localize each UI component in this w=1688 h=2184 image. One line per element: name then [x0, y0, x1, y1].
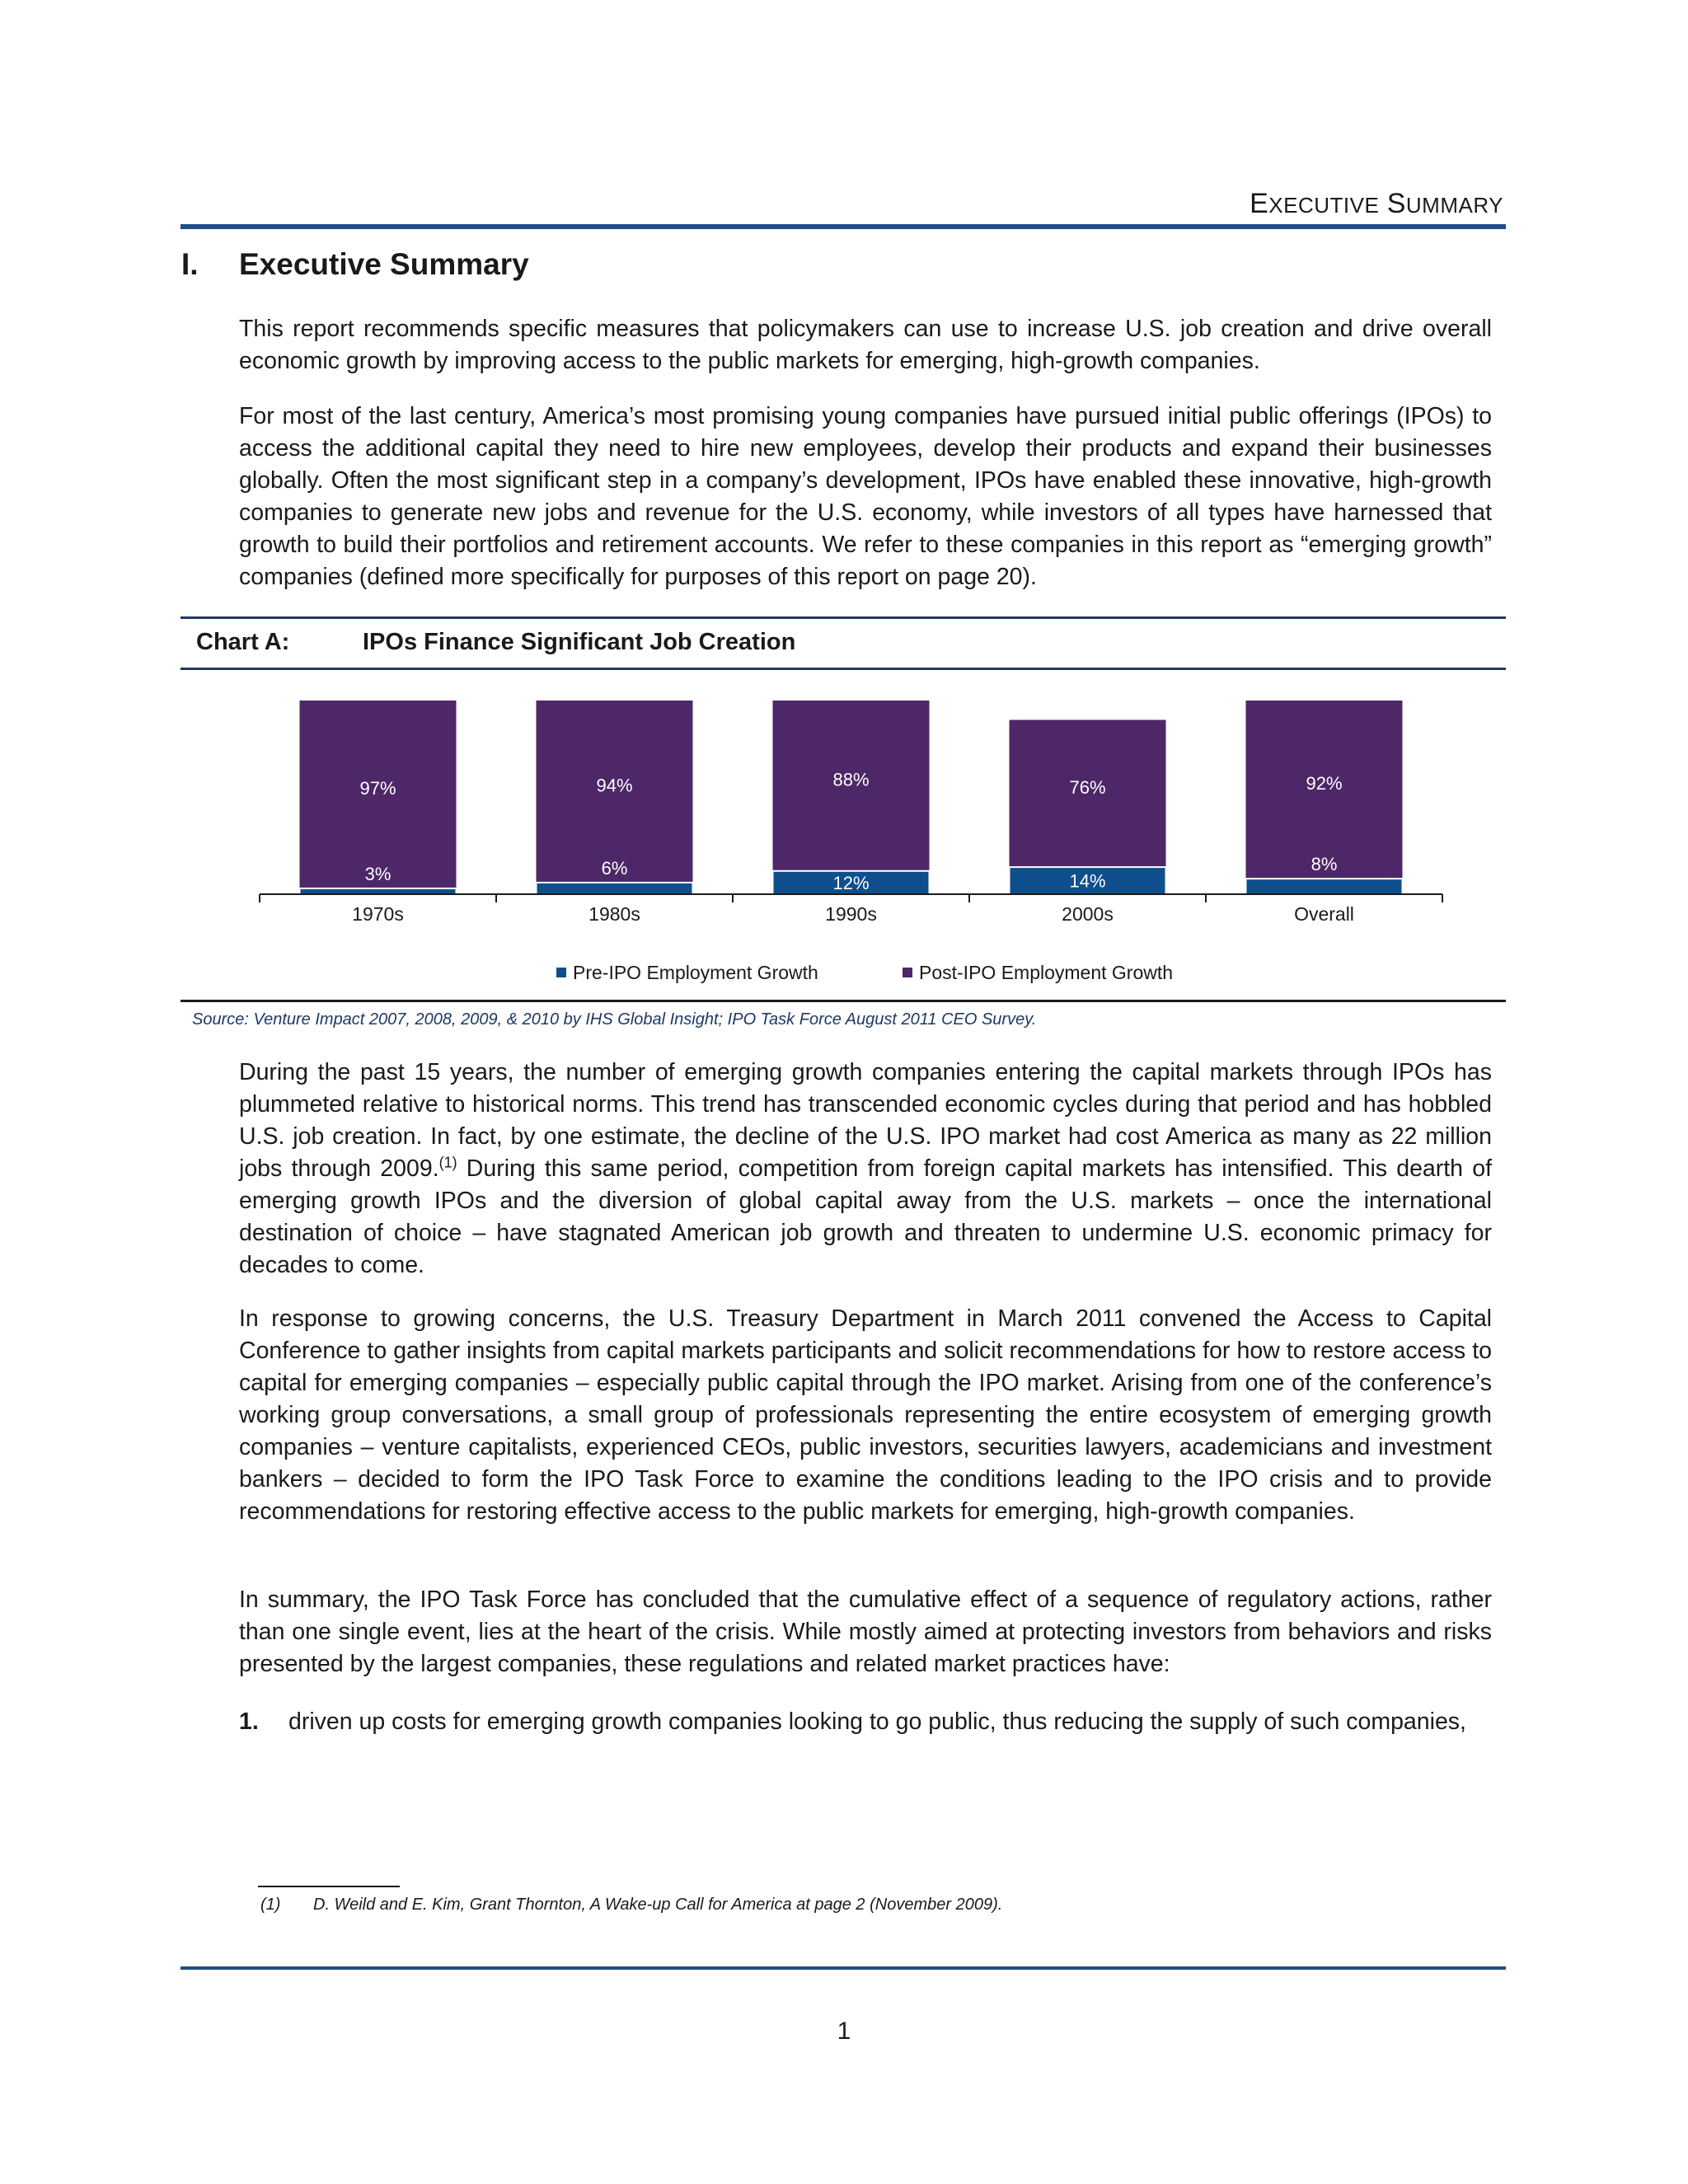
paragraph-1: This report recommends specific measures that policymakers can use to increase U.S. job creation and drive overall economic growth by improving access to the public markets for emerging, high-growth companies.	[239, 316, 1492, 374]
legend-swatch-pre-ipo	[556, 968, 566, 977]
label-pre-ipo-1970s: 3%	[364, 863, 392, 884]
running-header	[1250, 188, 1503, 220]
chart-label: Chart A:	[196, 629, 290, 655]
footer-rule	[181, 1966, 1506, 1970]
category-label-1990s: 1990s	[825, 903, 877, 925]
label-pre-ipo-1980s: 6%	[601, 857, 628, 879]
chart-rule-bottom	[181, 1000, 1506, 1002]
chart-source-note: Source: Venture Impact 2007, 2008, 2009, & 2010 by IHS Global Insight; IPO Task Force August 2011 CEO Survey.	[192, 1010, 1037, 1029]
list-item-number: 1.	[239, 1708, 259, 1735]
label-post-ipo-1980s: 94%	[596, 775, 633, 796]
legend-label-pre-ipo: Pre-IPO Employment Growth	[573, 962, 818, 983]
header-rest-2: UMMARY	[1405, 193, 1503, 218]
bar-pre-ipo-overall	[1246, 879, 1403, 894]
paragraph-3	[239, 1057, 1492, 1282]
paragraph-2: For most of the last century, America’s most promising young companies have pursued initial public offerings (IPOs) to access the additional capital they need to hire new employees, develop their products and expand their businesses globally. Often the most significant step in a company’s development, IPOs have enabled these innovative, high-growth companies to generate new jobs and revenue for the U.S. economy, while investors of all types have harnessed that growth to build their portfolios and retirement accounts. We refer to these companies in this report as “emerging growth” companies (defined more specifically for purposes of this report on page 20).	[239, 403, 1492, 590]
label-pre-ipo-1990s: 12%	[832, 872, 870, 893]
footnote-text: D. Weild and E. Kim, Grant Thornton, A Wake-up Call for America at page 2 (November 2009).	[313, 1896, 1003, 1914]
paragraph-4: In response to growing concerns, the U.S. Treasury Department in March 2011 convened the Access to Capital Conference to gather insights from capital markets participants and solicit recommendations for how to restore access to capital for emerging companies – especially public capital through the IPO market. Arising from one of the conference’s working group conversations, a small group of professionals representing the entire ecosystem of emerging growth companies – venture capitalists, experienced CEOs, public investors, securities lawyers, academicians and investment bankers – decided to form the IPO Task Force to examine the conditions leading to the IPO crisis and to provide recommendations for restoring effective access to the public markets for emerging, high-growth companies.	[239, 1305, 1492, 1525]
header-rule	[181, 224, 1506, 229]
page-number: 1	[837, 2018, 851, 2045]
paragraph-3-part-b: During this same period, competition from foreign capital markets has intensified. This dearth of emerging growth IPOs and the diversion of global capital away from the U.S. markets – once the international destination of choice – have stagnated American job growth and threaten to undermine U.S. economic primacy for decades to come.	[239, 1155, 1492, 1278]
paragraph-5: In summary, the IPO Task Force has concluded that the cumulative effect of a sequence of regulatory actions, rather than one single event, lies at the heart of the crisis. While mostly aimed at protecting investors from behaviors and risks presented by the largest companies, these regulations and related market practices have:	[239, 1586, 1492, 1677]
paragraph-3-part-a: During the past 15 years, the number of emerging growth companies entering the capital markets through IPOs has plummeted relative to historical norms. This trend has transcended economic cycles during that period and has hobbled U.S. job creation. In fact, by one estimate, the decline of the U.S. IPO market had cost America as many as 22 million jobs through 2009.	[239, 1059, 1492, 1182]
bar-pre-ipo-1980s	[537, 883, 693, 894]
header-cap-2: S	[1386, 188, 1406, 219]
category-label-2000s: 2000s	[1062, 903, 1114, 925]
section-number: I.	[181, 247, 199, 281]
label-post-ipo-1970s: 97%	[359, 777, 396, 799]
header-cap-1: E	[1250, 188, 1269, 219]
header-rest-1: XECUTIVE	[1268, 193, 1380, 218]
category-label-1980s: 1980s	[588, 903, 640, 925]
category-label-1970s: 1970s	[352, 903, 404, 925]
chart-rule-mid	[181, 668, 1506, 670]
legend-label-post-ipo: Post-IPO Employment Growth	[919, 962, 1174, 983]
label-post-ipo-2000s: 76%	[1069, 776, 1106, 798]
label-post-ipo-1990s: 88%	[832, 769, 870, 790]
list-item-text: driven up costs for emerging growth companies looking to go public, thus reducing the supply of such companies,	[288, 1708, 1466, 1735]
footnote-reference: (1)	[438, 1154, 457, 1171]
stacked-bar-chart	[247, 684, 1451, 997]
legend-swatch-post-ipo	[903, 968, 912, 977]
label-post-ipo-overall: 92%	[1306, 773, 1343, 794]
footnote-rule	[258, 1886, 400, 1887]
label-pre-ipo-2000s: 14%	[1069, 870, 1106, 892]
chart-title: IPOs Finance Significant Job Creation	[363, 629, 796, 655]
footnote-mark: (1)	[260, 1896, 281, 1914]
chart-rule-top	[181, 616, 1506, 619]
section-title: Executive Summary	[239, 247, 529, 281]
label-pre-ipo-overall: 8%	[1311, 854, 1338, 875]
category-label-overall: Overall	[1294, 903, 1354, 925]
bar-pre-ipo-1970s	[300, 888, 457, 894]
